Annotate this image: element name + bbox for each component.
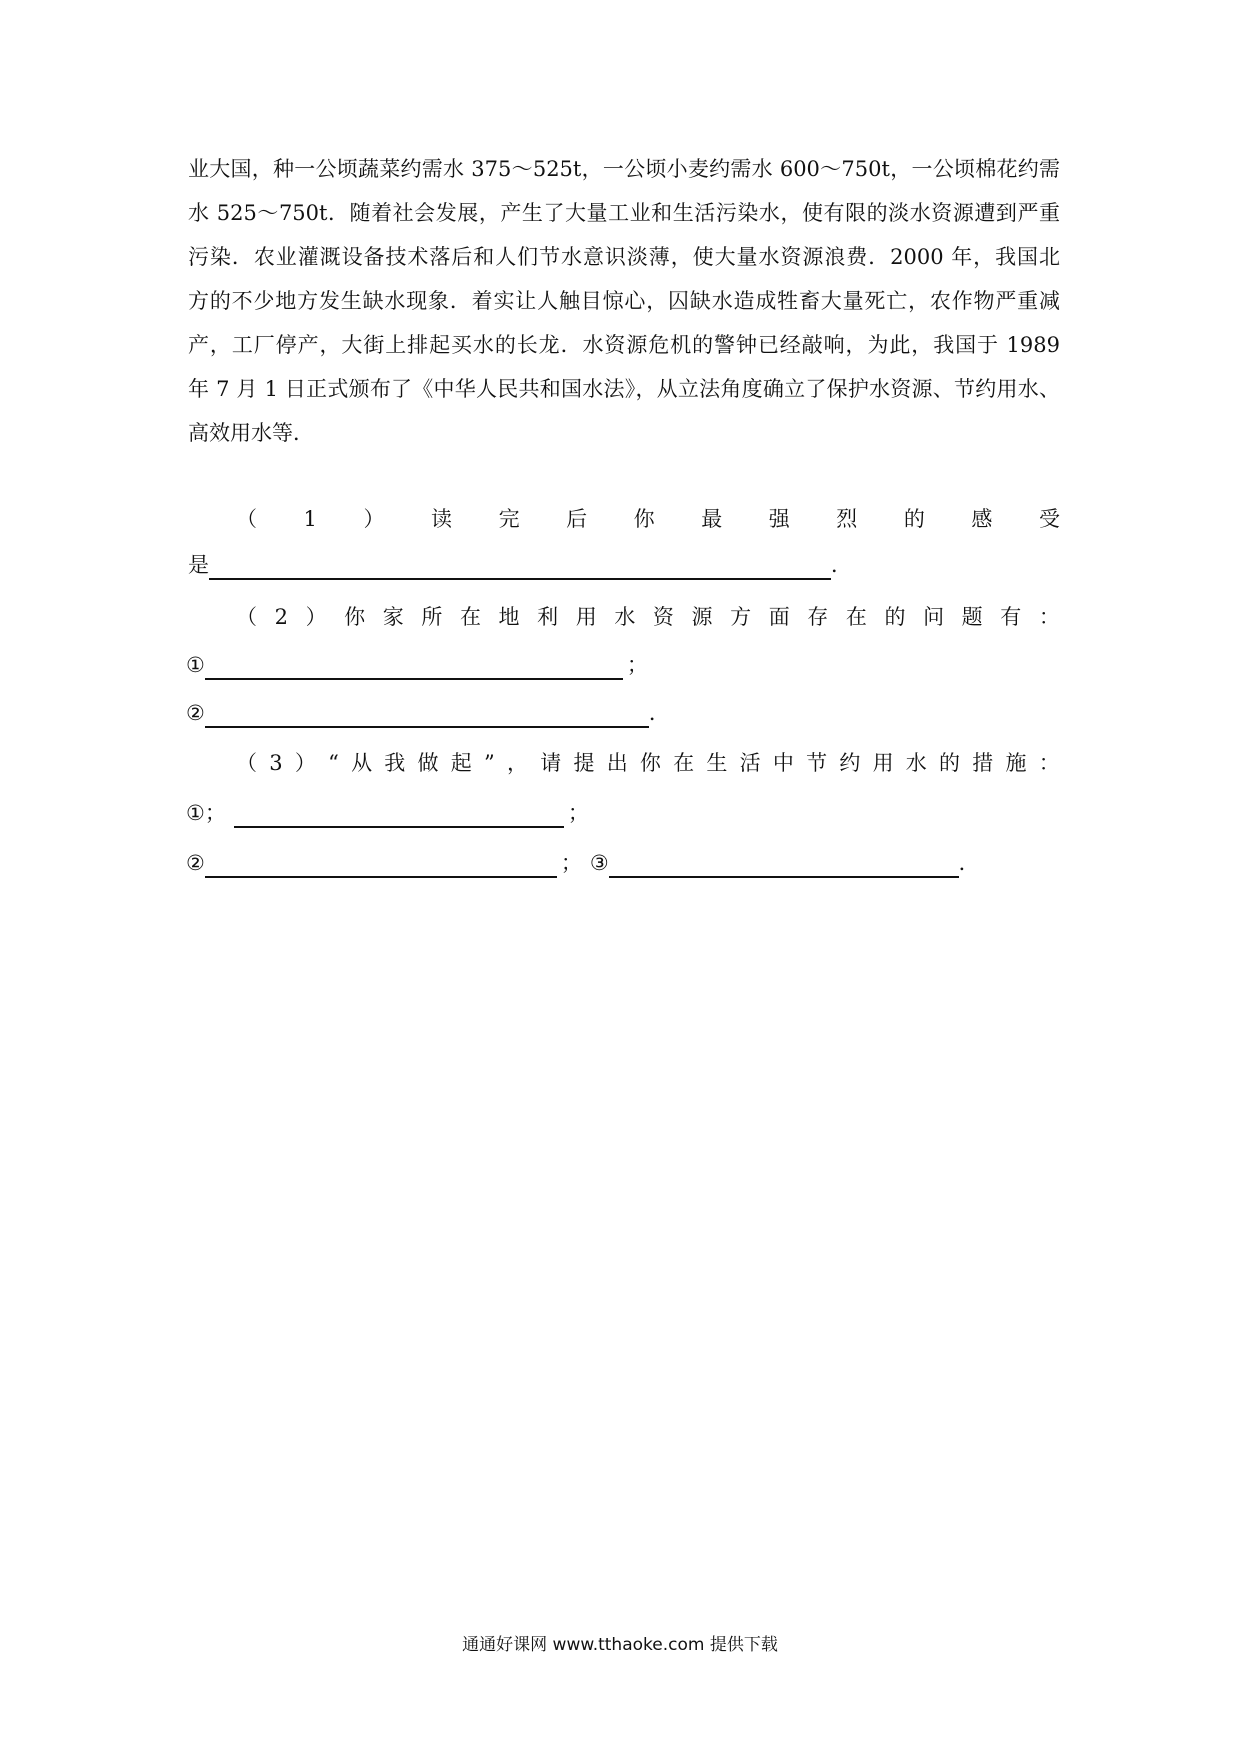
question-2-prompt-char: 在	[459, 605, 481, 629]
answer-blank-1[interactable]	[209, 554, 831, 580]
question-1-prompt	[236, 502, 1060, 536]
question-2-item-2	[186, 696, 670, 730]
item-suffix: ．	[648, 701, 670, 725]
question-3-prompt-char: ）	[294, 751, 316, 775]
question-2-prompt	[236, 600, 1060, 634]
question-3-prompt-char: 节	[806, 751, 828, 775]
item-marker: ③	[589, 851, 609, 875]
question-2-prompt-char: 的	[884, 605, 906, 629]
question-1-prompt-char: 后	[566, 507, 588, 531]
question-3-prompt	[236, 746, 1060, 780]
question-3-prompt-char: ”	[484, 751, 495, 775]
question-1-answer-row	[188, 548, 852, 582]
question-3-prompt-char: 3	[269, 751, 283, 775]
answer-blank-3-3[interactable]	[609, 852, 959, 878]
question-2-prompt-char: ：	[1038, 605, 1060, 629]
question-3-prompt-char: 做	[417, 751, 439, 775]
question-3-prompt-char: 活	[739, 751, 761, 775]
question-2-prompt-char: 面	[768, 605, 790, 629]
question-3-prompt-char: 中	[772, 751, 794, 775]
question-3-prompt-char: 约	[839, 751, 861, 775]
question-1-prompt-char: 最	[701, 507, 723, 531]
passage-line: 高效用水等．	[188, 421, 314, 445]
question-3-prompt-char: 起	[450, 751, 472, 775]
question-2-prompt-char: 家	[382, 605, 404, 629]
question-2-prompt-char: 方	[730, 605, 752, 629]
question-1-prompt-char: 你	[633, 507, 655, 531]
question-3-prompt-char: 我	[384, 751, 406, 775]
question-1-prompt-char: 的	[903, 507, 925, 531]
answer-suffix: ．	[831, 553, 852, 577]
question-3-prompt-char: 的	[939, 751, 961, 775]
passage-line: 业大国，种一公顷蔬菜约需水 375～525t，一公顷小麦约需水 600～750t，一公顷棉花约需	[188, 157, 1060, 181]
question-1-prompt-char: 1	[303, 507, 317, 531]
question-1-prompt-char: （	[236, 507, 257, 531]
answer-blank-2-1[interactable]	[205, 654, 623, 680]
question-3-prompt-char: （	[236, 751, 257, 775]
question-3-item-1	[186, 796, 589, 830]
passage-line: 水 525～750t．随着社会发展，产生了大量工业和生活污染水，使有限的淡水资源遭到严重	[188, 201, 1060, 225]
question-2-prompt-char: 2	[274, 605, 288, 629]
answer-blank-2-2[interactable]	[205, 702, 649, 728]
question-1-prompt-char: 受	[1038, 507, 1060, 531]
passage-line: 产，工厂停产，大街上排起买水的长龙．水资源危机的警钟已经敲响，为此，我国于 1989	[188, 333, 1060, 357]
question-3-prompt-char: 施	[1005, 751, 1027, 775]
question-2-item-1	[186, 648, 648, 682]
item-marker: ①；	[186, 801, 226, 825]
question-1-prompt-char: 完	[498, 507, 520, 531]
question-2-prompt-char: 你	[344, 605, 366, 629]
question-2-prompt-char: ）	[305, 605, 327, 629]
item-suffix: ；	[567, 801, 589, 825]
passage-line: 方的不少地方发生缺水现象．着实让人触目惊心，囚缺水造成牲畜大量死亡，农作物严重减	[188, 289, 1060, 313]
question-1-prompt-char: 强	[768, 507, 790, 531]
question-1-prompt-char: 感	[971, 507, 993, 531]
item-suffix: ；	[626, 653, 648, 677]
question-2-prompt-char: 源	[691, 605, 713, 629]
question-2-prompt-char: 水	[614, 605, 636, 629]
question-2-prompt-char: 存	[807, 605, 829, 629]
question-2-prompt-char: 资	[652, 605, 674, 629]
question-3-prompt-char: 提	[573, 751, 595, 775]
item-marker: ①	[186, 653, 205, 677]
question-3-prompt-char: ，	[506, 751, 528, 775]
question-2-prompt-char: 地	[498, 605, 520, 629]
question-3-prompt-char: 水	[905, 751, 927, 775]
answer-blank-3-1[interactable]	[234, 802, 564, 828]
passage-line: 年 7 月 1 日正式颁布了《中华人民共和国水法》，从立法角度确立了保护水资源、节约用水、	[188, 377, 1060, 401]
question-2-prompt-char: 所	[421, 605, 443, 629]
question-2-prompt-char: 利	[537, 605, 559, 629]
question-3-prompt-char: 从	[351, 751, 373, 775]
item-suffix: ．	[958, 851, 980, 875]
question-3-prompt-char: 措	[972, 751, 994, 775]
footer-source: 通通好课网 www.tthaoke.com 提供下载	[462, 1635, 778, 1655]
question-3-prompt-char: ：	[1038, 751, 1060, 775]
item-suffix: ；	[560, 851, 582, 875]
item-marker: ②	[186, 851, 205, 875]
item-marker: ②	[186, 701, 205, 725]
answer-blank-3-2[interactable]	[205, 852, 557, 878]
question-3-prompt-char: 用	[872, 751, 894, 775]
question-1-prompt-char: 读	[431, 507, 453, 531]
question-3-items-2-3	[186, 846, 980, 880]
question-2-prompt-char: （	[236, 605, 257, 629]
answer-prefix: 是	[188, 553, 209, 577]
question-3-prompt-char: 你	[639, 751, 661, 775]
question-2-prompt-char: 用	[575, 605, 597, 629]
question-1-prompt-char: ）	[363, 507, 385, 531]
question-3-prompt-char: 生	[706, 751, 728, 775]
passage-line: 污染．农业灌溉设备技术落后和人们节水意识淡薄，使大量水资源浪费．2000 年，我国北	[188, 245, 1060, 269]
question-3-prompt-char: 在	[673, 751, 695, 775]
question-2-prompt-char: 题	[961, 605, 983, 629]
question-2-prompt-char: 在	[845, 605, 867, 629]
question-1-prompt-char: 烈	[836, 507, 858, 531]
question-2-prompt-char: 问	[923, 605, 945, 629]
question-3-prompt-char: 出	[606, 751, 628, 775]
question-2-prompt-char: 有	[1000, 605, 1022, 629]
question-3-prompt-char: “	[328, 751, 339, 775]
question-3-prompt-char: 请	[540, 751, 562, 775]
